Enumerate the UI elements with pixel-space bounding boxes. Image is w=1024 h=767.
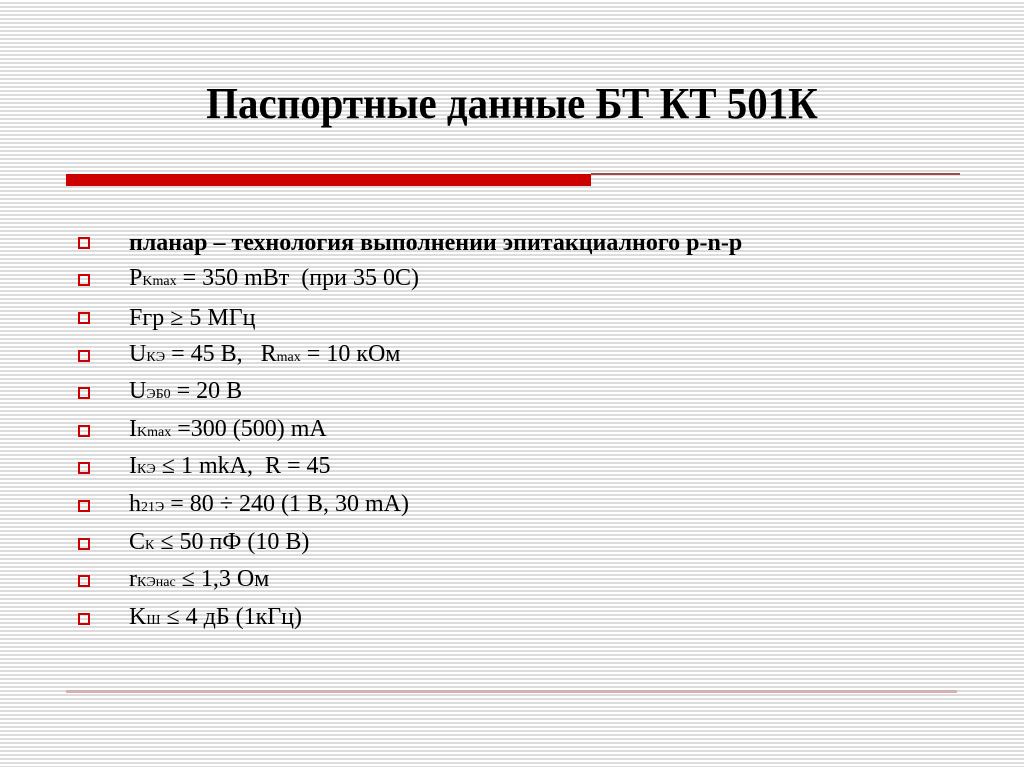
hollow-square-icon — [78, 538, 90, 550]
list-item-text — [129, 602, 302, 636]
list-item-text — [129, 564, 269, 598]
hollow-square-icon — [78, 274, 90, 286]
hollow-square-icon — [78, 500, 90, 512]
text-run: ≤ 50 пФ (10 В) — [154, 528, 310, 555]
hollow-square-icon — [78, 613, 90, 625]
text-run: C — [129, 528, 146, 555]
subscript: КЭ — [146, 349, 166, 365]
text-run: K — [129, 603, 147, 630]
text-run: = 80 ÷ 240 (1 В, 30 mA) — [164, 490, 409, 517]
hollow-square-icon — [78, 312, 90, 324]
hollow-square-icon — [78, 237, 90, 249]
hollow-square-icon — [78, 387, 90, 399]
list-item — [78, 299, 742, 337]
subscript: ЭБ0 — [146, 387, 171, 403]
text-run: I — [129, 453, 137, 480]
text-run: h — [129, 490, 141, 517]
list-item-text — [129, 527, 309, 561]
list-item — [78, 562, 742, 600]
text-run: =300 (500) mA — [171, 415, 327, 442]
subscript: КЭнас — [137, 575, 176, 591]
list-item — [78, 600, 742, 638]
parameter-list — [78, 224, 742, 638]
hollow-square-icon — [78, 350, 90, 362]
subscript: max — [276, 349, 301, 365]
list-item-text — [129, 451, 330, 485]
subscript: Kmax — [142, 274, 177, 290]
list-item-text — [129, 414, 327, 448]
list-item — [78, 487, 742, 525]
subscript: К — [145, 537, 155, 553]
list-item-text — [129, 489, 409, 523]
slide-title: Паспортные данные БТ КТ 501К — [206, 79, 818, 128]
list-item — [78, 224, 742, 262]
list-item — [78, 262, 742, 300]
text-run: r — [129, 566, 137, 593]
title-underline-thin — [591, 173, 960, 175]
list-item-text — [129, 339, 401, 373]
subscript: Ш — [146, 612, 161, 628]
list-item-text — [129, 228, 742, 258]
text-run: планар – технология выполнении эпитакциалного p-n-p — [129, 229, 743, 256]
text-run: U — [129, 378, 147, 405]
subscript: Kmax — [137, 424, 172, 440]
hollow-square-icon — [78, 425, 90, 437]
list-item-text — [129, 303, 255, 333]
text-run: = 350 mВт (при 35 0С) — [176, 265, 419, 292]
list-item — [78, 450, 742, 488]
text-run: Fгр ≥ 5 МГц — [129, 304, 256, 331]
footer-divider — [66, 690, 957, 693]
title-underline-bar — [66, 174, 591, 186]
text-run: ≤ 1 mkA, R = 45 — [155, 453, 331, 480]
subscript: 21Э — [141, 499, 165, 515]
hollow-square-icon — [78, 462, 90, 474]
list-item-text — [129, 263, 419, 297]
list-item-text — [129, 376, 242, 410]
text-run: ≤ 4 дБ (1кГц) — [160, 603, 302, 630]
text-run: ≤ 1,3 Ом — [175, 566, 270, 593]
list-item — [78, 374, 742, 412]
text-run: = 10 кОм — [300, 340, 401, 367]
text-run: U — [129, 340, 147, 367]
text-run: I — [129, 415, 137, 442]
list-item — [78, 337, 742, 375]
subscript: КЭ — [137, 462, 156, 478]
hollow-square-icon — [78, 575, 90, 587]
text-run: = 45 В, R — [165, 340, 277, 367]
list-item — [78, 412, 742, 450]
text-run: = 20 В — [170, 378, 243, 405]
list-item — [78, 525, 742, 563]
text-run: P — [129, 265, 143, 292]
